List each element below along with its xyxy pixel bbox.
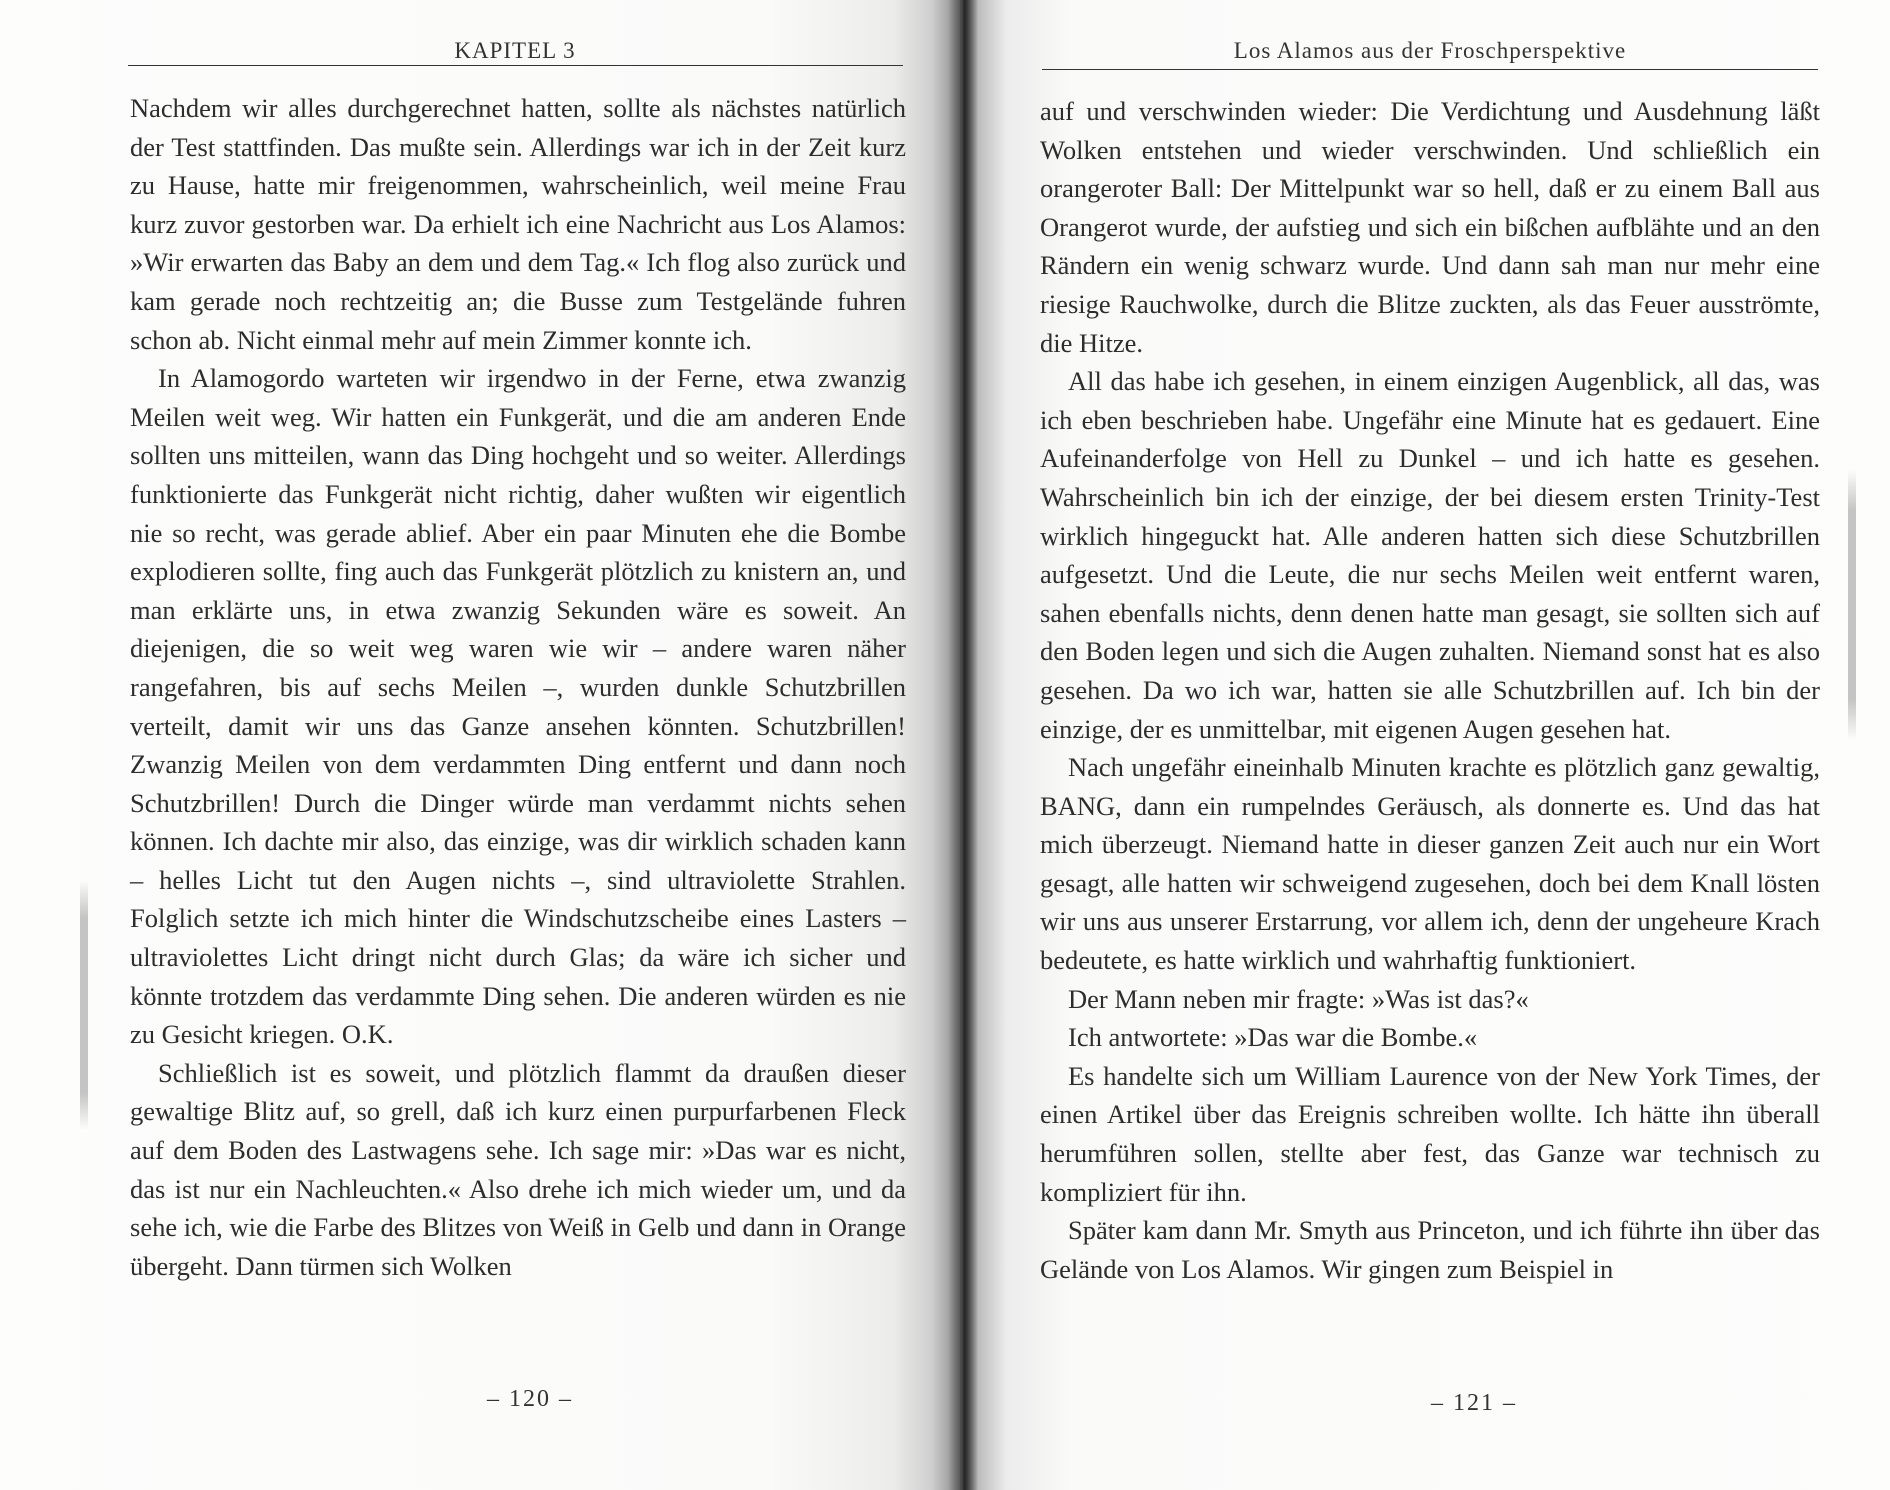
page-number-left: – 120 –: [487, 1386, 573, 1412]
paragraph: In Alamogordo warteten wir irgendwo in der Ferne, etwa zwanzig Meilen weit weg. Wir hatten ein Funkgerät, und die am anderen Ende sollten uns mitteilen, wann das Ding hochgeht und so weiter. Allerdings funktionierte das Funkgerät nicht richtig, daher wußten wir eigentlich nie so recht, was gerade ablief. Aber ein paar Minuten ehe die Bombe explodieren sollte, fing auch das Funkgerät plötzlich zu knistern an, und man erklärte uns, in etwa zwanzig Sekunden wäre es soweit. An diejenigen, die so weit weg waren wie wir – andere waren näher rangefahren, bis auf sechs Meilen –, wurden dunkle Schutzbrillen verteilt, damit wir uns das Ganze ansehen könnten. Schutzbrillen! Zwanzig Meilen von dem verdammten Ding entfernt und dann noch Schutzbrillen! Durch die Dinger würde man verdammt nichts sehen können. Ich dachte mir also, das einzige, was dir wirklich schaden kann – helles Licht tut den Augen nichts –, sind ultraviolette Strahlen. Folglich setzte ich mich hinter die Windschutzscheibe eines Lasters – ultraviolettes Licht dringt nicht durch Glas; da wäre ich sicher und könnte trotzdem das verdammte Ding sehen. Die anderen würden es nie zu Gesicht kriegen. O.K.: [130, 363, 906, 1050]
paragraph: Nachdem wir alles durchgerechnet hatten, sollte als nächstes natürlich der Test stattfinden. Das mußte sein. Allerdings war ich in der Zeit kurz zu Hause, hatte mir freigenommen, wahrscheinlich, weil meine Frau kurz zuvor gestorben war. Da erhielt ich eine Nachricht aus Los Alamos: »Wir erwarten das Baby an dem und dem Tag.« Ich flog also zurück und kam gerade noch rechtzeitig an; die Busse zum Testgelände fuhren schon ab. Nicht einmal mehr auf mein Zimmer konnte ich.: [130, 93, 906, 355]
margin-mark: [1848, 470, 1856, 740]
page-number-right: – 121 –: [1431, 1390, 1517, 1416]
paragraph: Der Mann neben mir fragte: »Was ist das?«: [1068, 983, 1529, 1014]
header-rule: [128, 65, 903, 66]
paragraph: Später kam dann Mr. Smyth aus Princeton, und ich führte ihn über das Gelände von Los Alamos. Wir gingen zum Beispiel in: [1040, 1215, 1820, 1284]
paragraph: Ich antwortete: »Das war die Bombe.«: [1068, 1022, 1478, 1053]
paragraph: Schließlich ist es soweit, und plötzlich flammt da draußen dieser gewaltige Blitz auf, so grell, daß ich kurz einen purpurfarbenen Fleck auf dem Boden des Lastwagens sehe. Ich sage mir: »Das war es nicht, das ist nur ein Nachleuchten.« Also drehe ich mich wieder um, und da sehe ich, wie die Farbe des Blitzes von Weiß in Gelb und dann in Orange übergeht. Dann türmen sich Wolken: [130, 1057, 906, 1281]
paragraph: Es handelte sich um William Laurence von der New York Times, der einen Artikel über das Ereignis schreiben wollte. Ich hätte ihn überall herumführen sollen, stellte aber fest, das Ganze war technisch zu kompliziert für ihn.: [1040, 1060, 1820, 1207]
running-head-left: KAPITEL 3: [454, 38, 576, 63]
left-page-text: [130, 89, 906, 1285]
paragraph: All das habe ich gesehen, in einem einzigen Augenblick, all das, was ich eben beschrieben habe. Ungefähr eine Minute hat es gedauert. Eine Aufeinanderfolge von Hell zu Dunkel – und ich hatte es gesehen. Wahrscheinlich bin ich der einzige, der bei diesem ersten Trinity-Test wirklich hingeguckt hat. Alle anderen hatten sich diese Schutzbrillen aufgesetzt. Und die Leute, die nur sechs Meilen weit entfernt waren, sahen ebenfalls nichts, denn denen hatte man gesagt, sie sollten sich auf den Boden legen und sich die Augen zuhalten. Niemand sonst hat es also gesehen. Da wo ich war, hatten sie alle Schutzbrillen auf. Ich bin der einzige, der es unmittelbar, mit eigenen Augen gesehen hat.: [1040, 366, 1820, 744]
book-gutter: [948, 0, 978, 1490]
paragraph: auf und verschwinden wieder: Die Verdichtung und Ausdehnung läßt Wolken entstehen und wieder verschwinden. Und schließlich ein orangeroter Ball: Der Mittelpunkt war so hell, daß er zu einem Ball aus Orangerot wurde, der aufstieg und sich ein bißchen aufblähte und an den Rändern ein wenig schwarz wurde. Und dann sah man nur mehr eine riesige Rauchwolke, durch die Blitze zuckten, als das Feuer ausströmte, die Hitze.: [1040, 96, 1820, 358]
header-rule: [1042, 69, 1818, 70]
margin-mark: [80, 880, 88, 1130]
paragraph: Nach ungefähr eineinhalb Minuten krachte es plötzlich ganz gewaltig, BANG, dann ein rumpelndes Geräusch, als donnerte es. Und das hat mich überzeugt. Niemand hatte in dieser ganzen Zeit auch nur ein Wort gesagt, alle hatten wir schweigend zugesehen, doch bei dem Knall lösten wir uns aus unserer Erstarrung, vor allem ich, denn der ungeheure Krach bedeutete, es hatte wirklich und wahrhaftig funktioniert.: [1040, 752, 1820, 976]
right-page-text: [1040, 92, 1820, 1288]
running-head-right: Los Alamos aus der Froschperspektive: [1233, 38, 1627, 63]
